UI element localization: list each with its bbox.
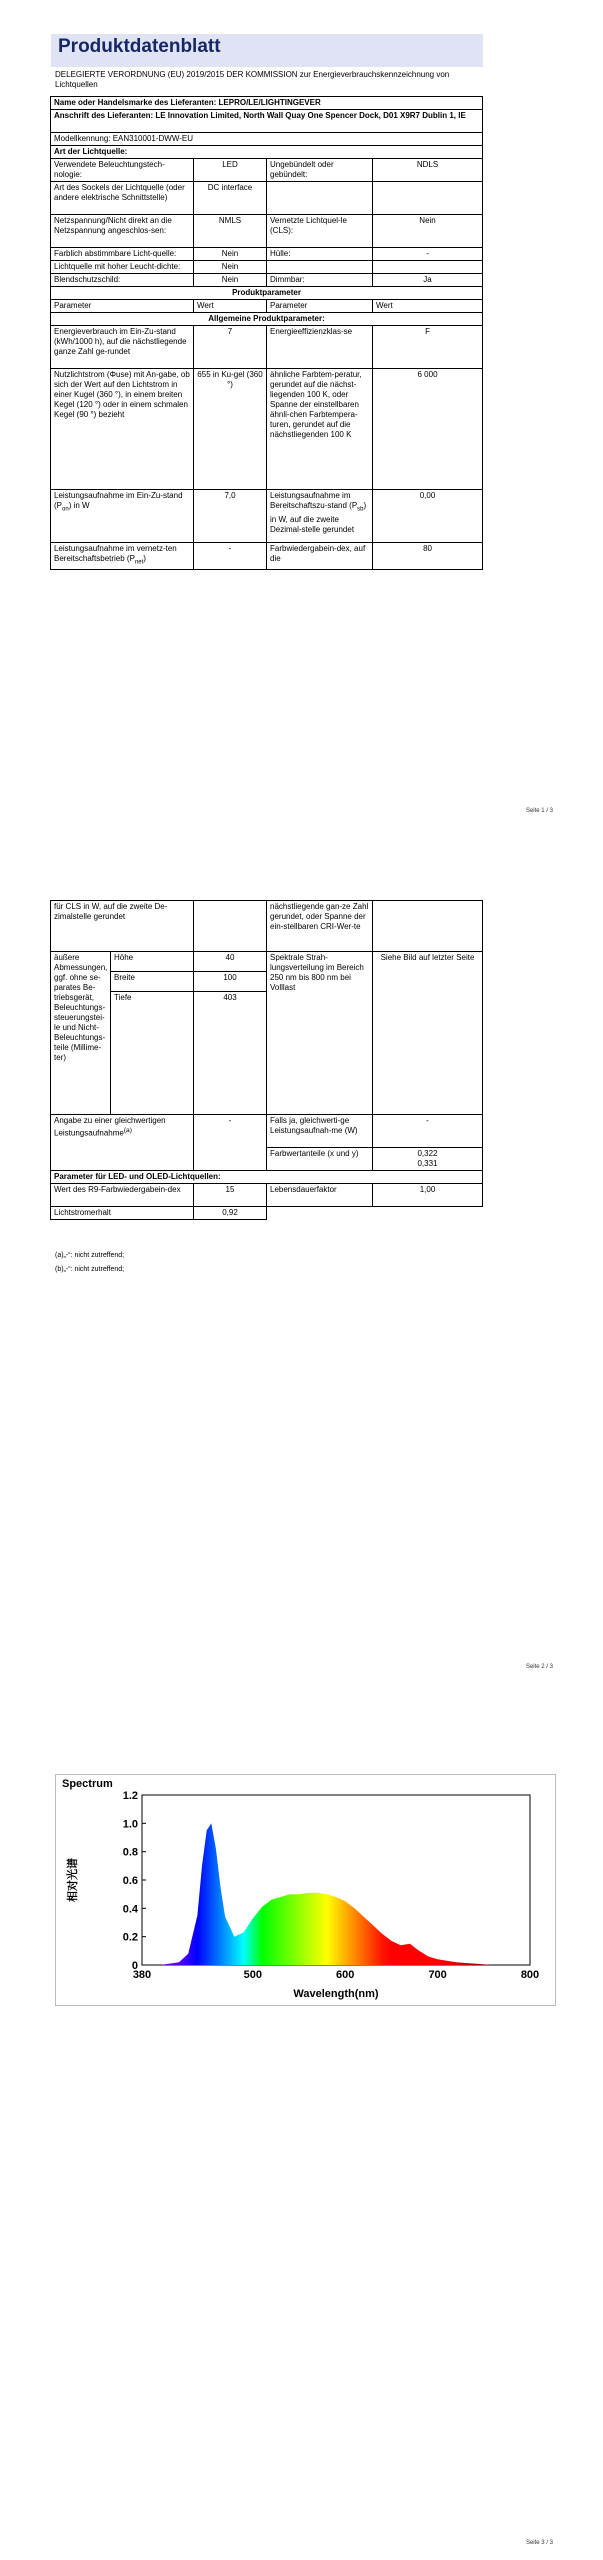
- y-tick-label: 0.4: [122, 1903, 138, 1916]
- flux-maint-label: Lichtstromerhalt: [51, 1207, 194, 1220]
- supplier-name: Name oder Handelsmarke des Lieferanten: LEPRO/LE/LIGHTINGEVER: [51, 97, 483, 110]
- lifetime-label: Lebensdauerfaktor: [267, 1184, 373, 1207]
- led-params-header: Parameter für LED- und OLED-Lichtquellen:: [51, 1171, 483, 1184]
- footnote-b: (b)„-“: nicht zutreffend;: [55, 1266, 125, 1273]
- page-number: Seite 1 / 3: [525, 808, 553, 814]
- row-value-right: Ja: [373, 274, 483, 287]
- row-label: Verwendete Beleuchtungstech-nologie:: [51, 159, 194, 182]
- param-label-right: Farbwiedergabein-dex, auf die: [267, 543, 373, 570]
- x-tick-label: 600: [336, 1969, 355, 1981]
- x-tick-label: 800: [520, 1969, 540, 1981]
- cri-label-cont: nächstliegende gan-ze Zahl gerundet, oder Spanne der ein-stellbaren CRI-Wer-te: [267, 901, 373, 952]
- row-value: NMLS: [194, 215, 267, 248]
- x-tick-label: 380: [132, 1969, 152, 1981]
- param-label-right: ähnliche Farbtem-peratur, gerundet auf die nächst-liegenden 100 K, oder Spanne der einstellbaren ähnli-chen Farbtempera-turen, gerundet auf die nächstliegenden 100 K: [267, 369, 373, 490]
- chromaticity-values: 0,322 0,331: [373, 1148, 483, 1171]
- x-tick-label: 500: [243, 1969, 263, 1981]
- row-value: Nein: [194, 261, 267, 274]
- height-label: Höhe: [111, 952, 194, 972]
- page-1: [0, 0, 603, 820]
- row-label-right: [267, 261, 373, 274]
- dimensions-label: äußere Abmessungen, ggf. ohne se-parates Be-triebsgerät, Beleuchtungs-steuerungstei-le und Nicht-Beleuchtungs-teile (Millime-ter): [51, 952, 111, 1115]
- spectrum-svg: [56, 1775, 555, 2005]
- y-tick-label: 1.2: [122, 1790, 138, 1802]
- depth-label: Tiefe: [111, 992, 194, 1115]
- row-value-right: Nein: [373, 215, 483, 248]
- param-label-right: Energieeffizienzklas-se: [267, 326, 373, 369]
- page-number: Seite 2 / 3: [525, 1664, 553, 1670]
- param-label: Leistungsaufnahme im Ein-Zu-stand $(P_{on})$ in W: [51, 490, 194, 543]
- row-value: DC interface: [194, 182, 267, 215]
- row-label-right: Dimmbar:: [267, 274, 373, 287]
- r9-label: Wert des R9-Farbwiedergabein-dex: [51, 1184, 194, 1207]
- row-label: Blendschutzschild:: [51, 274, 194, 287]
- param-value: 655 in Ku-gel (360 °): [194, 369, 267, 490]
- param-value-right: 6 000: [373, 369, 483, 490]
- col-param-header: Parameter: [267, 300, 373, 313]
- param-value: -: [194, 543, 267, 570]
- row-label-right: Vernetzte Lichtquel-le (CLS):: [267, 215, 373, 248]
- param-label-right: Leistungsaufnahme im Bereitschaftszu-stand $(P_{sb})$ in W, auf die zweite Dezimal-stelle gerundet: [267, 490, 373, 543]
- spectrum-chart: [55, 1774, 556, 2006]
- row-value: LED: [194, 159, 267, 182]
- col-value-header: Wert: [194, 300, 267, 313]
- row-label: Farblich abstimmbare Licht-quelle:: [51, 248, 194, 261]
- height-value: 40: [194, 952, 267, 972]
- equivalent-power-label-right: Falls ja, gleichwerti-ge Leistungsaufnah-me (W): [267, 1115, 373, 1148]
- r9-value: 15: [194, 1184, 267, 1207]
- param-value-right: F: [373, 326, 483, 369]
- x-tick-label: 700: [428, 1969, 447, 1981]
- supplier-table: [50, 96, 483, 570]
- y-axis-label: 相对光谱: [66, 1858, 79, 1902]
- chromaticity-label: Farbwertanteile (x und y): [267, 1148, 373, 1171]
- width-label: Breite: [111, 972, 194, 992]
- col-param-header: Parameter: [51, 300, 194, 313]
- y-tick-label: 1.0: [122, 1818, 138, 1831]
- chart-title: Spectrum: [62, 1778, 113, 1790]
- y-tick-label: 0.2: [122, 1931, 138, 1944]
- param-value: 7: [194, 326, 267, 369]
- row-value: Nein: [194, 274, 267, 287]
- footnote-a: (a)„-“: nicht zutreffend;: [55, 1252, 125, 1259]
- col-value-header: Wert: [373, 300, 483, 313]
- general-params-header: Allgemeine Produktparameter:: [51, 313, 483, 326]
- row-value: Nein: [194, 248, 267, 261]
- y-tick-label: 0.8: [122, 1846, 138, 1859]
- row-value-right: [373, 182, 483, 215]
- param-label: Nutzlichtstrom (Φuse) mit An-gabe, ob sich der Wert auf den Lichtstrom in einer Kugel (360 °), in einem breiten Kegel (120 °) oder in einem schmalen Kegel (90 °) bezieht: [51, 369, 194, 490]
- row-value-right: [373, 261, 483, 274]
- flux-maint-value: 0,92: [194, 1207, 267, 1220]
- param-value-right: 0,00: [373, 490, 483, 543]
- model-id: Modellkennung: EAN310001-DWW-EU: [51, 133, 483, 146]
- y-tick-label: 0: [131, 1960, 138, 1972]
- x-axis-label: Wavelength(nm): [293, 1988, 379, 2000]
- param-label: Energieverbrauch im Ein-Zu-stand (kWh/1000 h), auf die nächstliegende ganze Zahl ge-rundet: [51, 326, 194, 369]
- supplier-address: Anschrift des Lieferanten: LE Innovation Limited, North Wall Quay One Spencer Dock, D01 X9R7 Dublin 1, IE: [54, 111, 466, 120]
- row-label-right: Ungebündelt oder gebündelt:: [267, 159, 373, 182]
- page-2: [0, 880, 603, 1700]
- page-number: Seite 3 / 3: [525, 2540, 553, 2546]
- spectral-label: Spektrale Strah-lungsverteilung im Bereich 250 nm bis 800 nm bei Volllast: [267, 952, 373, 1115]
- page-title: Produktdatenblatt: [58, 36, 221, 57]
- spectrum-area: [142, 1795, 530, 1965]
- row-value-right: -: [373, 248, 483, 261]
- light-source-type: Art der Lichtquelle:: [51, 146, 483, 159]
- cls-power-label-cont: für CLS in W, auf die zweite De-zimalstelle gerundet: [51, 901, 194, 952]
- row-label: Netzspannung/Nicht direkt an die Netzspannung angeschlos-sen:: [51, 215, 194, 248]
- lifetime-value: 1,00: [373, 1184, 483, 1207]
- row-label-right: Hülle:: [267, 248, 373, 261]
- equivalent-power-value: -: [194, 1115, 267, 1171]
- product-params-header: Produktparameter: [51, 287, 483, 300]
- params-table-continued: [50, 900, 483, 1220]
- param-value-right: 80: [373, 543, 483, 570]
- width-value: 100: [194, 972, 267, 992]
- row-label-right: [267, 182, 373, 215]
- spectral-value: Siehe Bild auf letzter Seite: [373, 952, 483, 1115]
- param-value: 7,0: [194, 490, 267, 543]
- equivalent-power-label: Angabe zu einer gleichwertigen Leistungsaufnahme$^{(a)}$: [51, 1115, 194, 1171]
- regulation-intro: DELEGIERTE VERORDNUNG (EU) 2019/2015 DER KOMMISSION zur Energieverbrauchskennzeichnung von Lichtquellen: [55, 70, 450, 89]
- row-label: Art des Sockels der Lichtquelle (oder andere elektrische Schnittstelle): [51, 182, 194, 215]
- depth-value: 403: [194, 992, 267, 1115]
- row-value-right: NDLS: [373, 159, 483, 182]
- param-label: Leistungsaufnahme im vernetz-ten Bereitschaftsbetrieb $(P_{net})$: [51, 543, 194, 570]
- y-tick-label: 0.6: [122, 1875, 138, 1887]
- equivalent-power-value-right: -: [373, 1115, 483, 1148]
- row-label: Lichtquelle mit hoher Leucht-dichte:: [51, 261, 194, 274]
